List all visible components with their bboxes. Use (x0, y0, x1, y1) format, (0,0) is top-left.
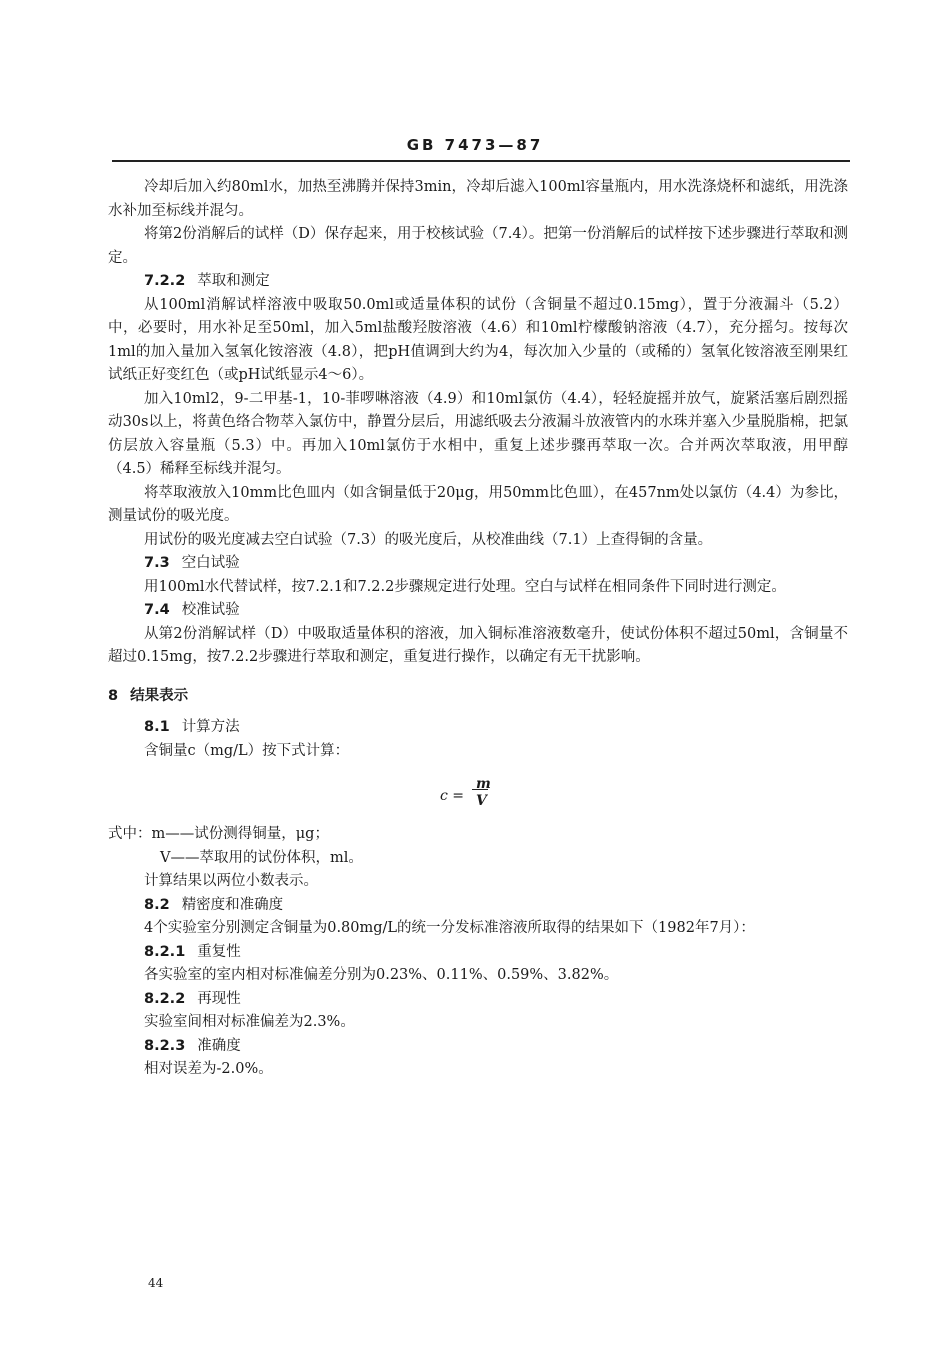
paragraph: 相对误差为-2.0%。 (144, 1061, 273, 1077)
section-heading-8-2-2 (108, 988, 848, 1012)
section-number: 8 (108, 687, 119, 704)
paragraph: 4个实验室分别测定含铜量为0.80mg/L的统一分发标准溶液所取得的结果如下（1982年7月）： (144, 920, 755, 936)
section-heading-8 (108, 684, 848, 709)
page-number: 44 (148, 1276, 164, 1290)
section-title: 萃取和测定 (197, 273, 270, 289)
formula-legend-v: V——萃取用的试份体积，ml。 (160, 849, 363, 866)
section-heading-7-3 (108, 552, 848, 576)
section-title: 校准试验 (181, 602, 240, 618)
formula-numerator: m (476, 776, 491, 792)
section-title: 空白试验 (181, 555, 240, 571)
section-number: 8.2.2 (144, 990, 186, 1007)
section-number: 7.2.2 (144, 273, 186, 289)
paragraph: 将第2份消解后的试样（D）保存起来，用于校核试验（7.4）。把第一份消解后的试样按下述步骤进行萃取和测定。 (108, 226, 848, 266)
section-number: 8.2.1 (144, 943, 186, 960)
paragraph: 实验室间相对标准偏差为2.3%。 (144, 1014, 355, 1030)
section-heading-8-1 (108, 716, 848, 740)
section-heading-8-2-1 (108, 941, 848, 965)
formula-legend-m: 式中：m——试份测得铜量，μg； (108, 826, 329, 842)
section-title: 计算方法 (181, 719, 240, 735)
paragraph: 加入10ml2，9-二甲基-1，10-菲啰啉溶液（4.9）和10ml氯仿（4.4），轻轻旋摇并放气，旋紧活塞后剧烈摇动30s以上，将黄色络合物萃入氯仿中，静置分层后，用滤纸吸去分液漏斗放液管内的水珠并塞入少量脱脂棉，把氯仿层放入容量瓶（5.3）中。再加入10ml氯仿于水相中，重复上述步骤再萃取一次。合并两次萃取液，用甲醇（4.5）稀释至标线并混匀。 (108, 390, 848, 477)
section-heading-8-2-3 (108, 1035, 848, 1059)
paragraph: 从第2份消解试样（D）中吸取适量体积的溶液，加入铜标准溶液数毫升，使试份体积不超过50ml，含铜量不超过0.15mg，按7.2.2步骤进行萃取和测定，重复进行操作，以确定有无干扰影响。 (108, 625, 848, 665)
section-number: 8.2.3 (144, 1037, 186, 1054)
formula-lhs: c = (440, 788, 465, 804)
standard-code-header: GB 7473—87 (406, 136, 544, 154)
section-title: 重复性 (197, 943, 241, 960)
formula-denominator: V (476, 793, 487, 809)
section-number: 7.4 (144, 602, 170, 618)
section-title: 精密度和准确度 (181, 896, 284, 913)
section-title: 结果表示 (130, 686, 189, 704)
section-title: 准确度 (197, 1037, 241, 1054)
paragraph: 从100ml消解试样溶液中吸取50.0ml或适量体积的试份（含铜量不超过0.15mg），置于分液漏斗（5.2）中，必要时，用水补足至50ml，加入5ml盐酸羟胺溶液（4.6）和10ml柠檬酸钠溶液（4.7），充分摇匀。按每次1ml的加入量加入氢氧化铵溶液（4.8），把pH值调到大约为4，每次加入少量的（或稀的）氢氧化铵溶液至刚果红试纸正好变红色（或pH试纸显示4～6）。 (108, 296, 848, 383)
section-heading-7-2-2 (108, 270, 848, 294)
section-title: 再现性 (197, 990, 241, 1007)
paragraph: 冷却后加入约80ml水，加热至沸腾并保持3min，冷却后滤入100ml容量瓶内，用水洗涤烧杯和滤纸，用洗涤水补加至标线并混匀。 (108, 179, 848, 219)
section-heading-7-4 (108, 599, 848, 623)
document-body (108, 176, 848, 1082)
paragraph: 各实验室的室内相对标准偏差分别为0.23%、0.11%、0.59%、3.82%。 (144, 967, 619, 983)
paragraph: 用试份的吸光度减去空白试验（7.3）的吸光度后，从校准曲线（7.1）上查得铜的含量。 (144, 531, 713, 548)
section-number: 8.2 (144, 896, 170, 913)
paragraph: 含铜量c（mg/L）按下式计算： (144, 742, 350, 759)
section-number: 8.1 (144, 719, 170, 735)
paragraph: 将萃取液放入10mm比色皿内（如含铜量低于20μg，用50mm比色皿），在457nm处以氯仿（4.4）为参比，测量试份的吸光度。 (108, 484, 848, 524)
paragraph: 计算结果以两位小数表示。 (144, 873, 318, 889)
formula (108, 773, 848, 813)
header-rule (112, 160, 850, 162)
section-heading-8-2 (108, 894, 848, 918)
paragraph: 用100ml水代替试样，按7.2.1和7.2.2步骤规定进行处理。空白与试样在相同条件下同时进行测定。 (144, 578, 786, 595)
section-number: 7.3 (144, 555, 170, 571)
